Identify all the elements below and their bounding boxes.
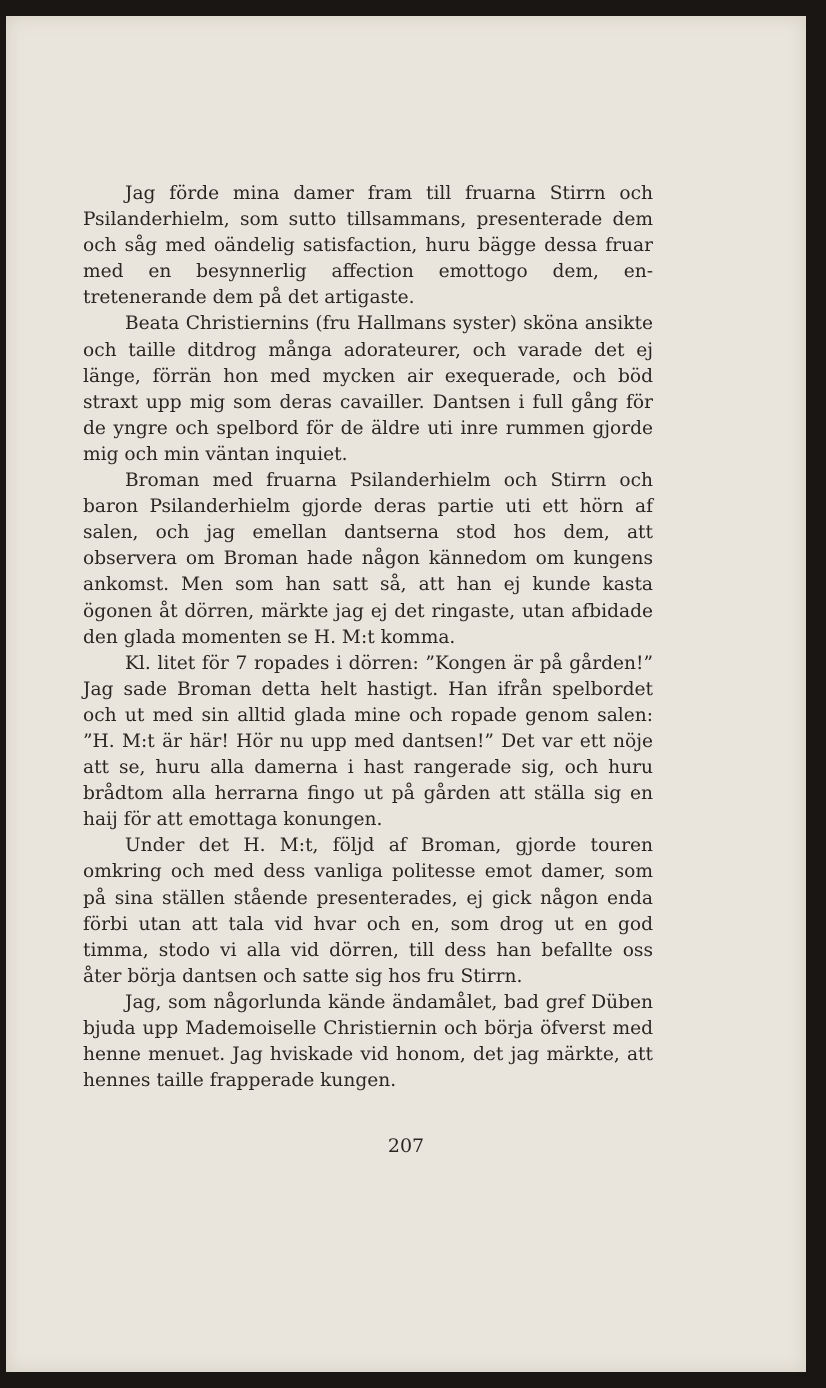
body-text xyxy=(83,181,653,1094)
paragraph-5: Under det H. M:t, följd af Broman, gjorde touren omkring och med dess vanliga politesse emot damer, som på sina ställen stående presenterades, ej gick någon enda förbi utan att tala vid hvar och en, som drog ut en god timma, stodo vi alla vid dörren, till dess han befallte oss åter börja dantsen och satte sig hos fru Stirrn. xyxy=(83,835,653,987)
page-number: 207 xyxy=(387,1135,425,1157)
paragraph-1: Jag förde mina damer fram till fruarna Stirrn och Psilanderhielm, som sutto tillsammans, presenterade dem och såg med oändelig satisfaction, huru bägge dessa fruar med en besynnerlig affection emottogo dem, entretenerande dem på det artigaste. xyxy=(83,183,653,309)
paragraph-2: Beata Christiernins (fru Hallmans syster) sköna ansikte och taille ditdrog många adorateurer, och varade det ej länge, förrän hon med mycken air exequerade, och böd straxt upp mig som deras cavailler. Dantsen i full gång för de yngre och spelbord för de äldre uti inre rummen gjorde mig och min väntan inquiet. xyxy=(83,313,653,465)
paragraph-4: Kl. litet för 7 ropades i dörren: ”Kongen är på gården!” Jag sade Broman detta helt hastigt. Han ifrån spelbordet och ut med sin alltid glada mine och ropade genom salen: ”H. M:t är här! Hör nu upp med dantsen!” Det var ett nöje att se, huru alla damerna i hast rangerade sig, och huru brådtom alla herrarna fingo ut på gården att ställa sig en haij för att emottaga konungen. xyxy=(83,652,653,831)
paragraph-6: Jag, som någorlunda kände ändamålet, bad gref Düben bjuda upp Mademoiselle Christiernin och börja öfverst med henne menuet. Jag hviskade vid honom, det jag märkte, att hennes taille frapperade kungen. xyxy=(83,991,653,1092)
paragraph-3: Broman med fruarna Psilanderhielm och Stirrn och baron Psilanderhielm gjorde deras partie uti ett hörn af salen, och jag emellan dantserna stod hos dem, att observera om Broman hade någon kännedom om kungens ankomst. Men som han satt så, att han ej kunde kasta ögonen åt dörren, märkte jag ej det ringaste, utan afbidade den glada momenten se H. M:t komma. xyxy=(83,470,653,648)
page xyxy=(6,16,806,1372)
